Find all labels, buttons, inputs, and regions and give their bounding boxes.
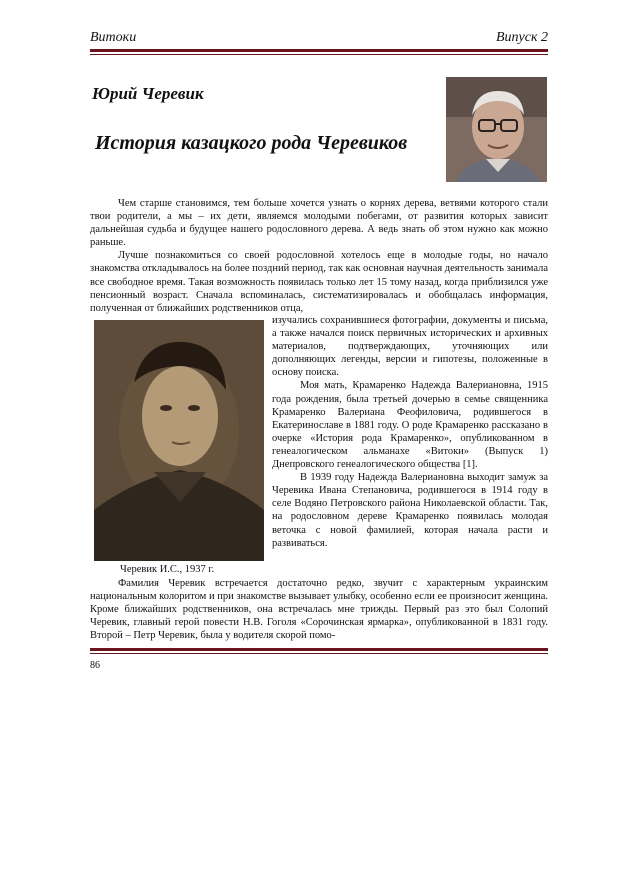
historic-photo [94,320,264,561]
footer-rule [90,648,548,654]
paragraph: изучались сохранившиеся фотографии, документы и письма, а также начался поиск первичных исторических и архивных материалов, подтверждающих, уточняющих или дополняющих легенды, версии и гипотезы, положенные в основу поиска. [272,315,548,379]
article-title: История казацкого рода Черевиков [95,132,408,154]
paragraph: Фамилия Черевик встречается достаточно редко, звучит с характерным украинским национальным колоритом и при знакомстве вызывает улыбку, особенно если ее произносит женщина. Кроме ближайших родственников, она встречалась мне трижды. Первый раз это был Солопий Черевик, главный герой повести Н.В. Гоголя «Сорочинская ярмарка», опубликованной в 1831 году. Второй – Петр Черевик, была у водителя скорой помо- [90,578,548,642]
header-rule [90,49,548,55]
author-name: Юрий Черевик [92,84,204,103]
right-column-text [272,314,548,550]
author-portrait [446,77,547,182]
closing-text [90,577,548,642]
paragraph: Лучше познакомиться со своей родословной хотелось еще в молодые годы, но начало знакомства откладывалось на более поздний период, так как основная научная деятельность занимала все свободное время. Такая возможность появилась только лет 15 тому назад, когда приблизился уже пенсионный возраст. Сначала вспоминалась, систематизировалась и обобщалась информация, полученная от ближайших родственников отца, [90,250,548,314]
running-header [90,30,548,48]
photo-caption: Черевик И.С., 1937 г. [120,564,215,575]
journal-name: Витоки [90,30,137,45]
intro-text [90,197,548,315]
paragraph: В 1939 году Надежда Валериановна выходит замуж за Черевика Ивана Степановича, родившегося в 1914 году в селе Водяно Петровского района Николаевской области. Так, на родословном дереве Крамаренко появилась молодая веточка с новой фамилией, которая начала расти и развиваться. [272,472,548,549]
page-number: 86 [90,660,100,671]
paragraph: Чем старше становимся, тем больше хочется узнать о корнях дерева, ветвями которого стали твои родители, а мы – их дети, являемся молодыми побегами, от развития которых зависит дальнейшая судьба и будущее нашего родословного дерева. А ведь знать об этом нужно как можно раньше. [90,198,548,249]
paragraph: Моя мать, Крамаренко Надежда Валериановна, 1915 года рождения, была третьей дочерью в семье священника Крамаренко Валериана Феофиловича, родившегося в Екатеринославе в 1881 году. О роде Крамаренко рассказано в очерке «История рода Крамаренко», опубликованном в генеалогическом альманахе «Витоки» (Выпуск 1) Днепровского генеалогического общества [1]. [272,380,548,471]
issue-label: Випуск 2 [495,30,548,45]
